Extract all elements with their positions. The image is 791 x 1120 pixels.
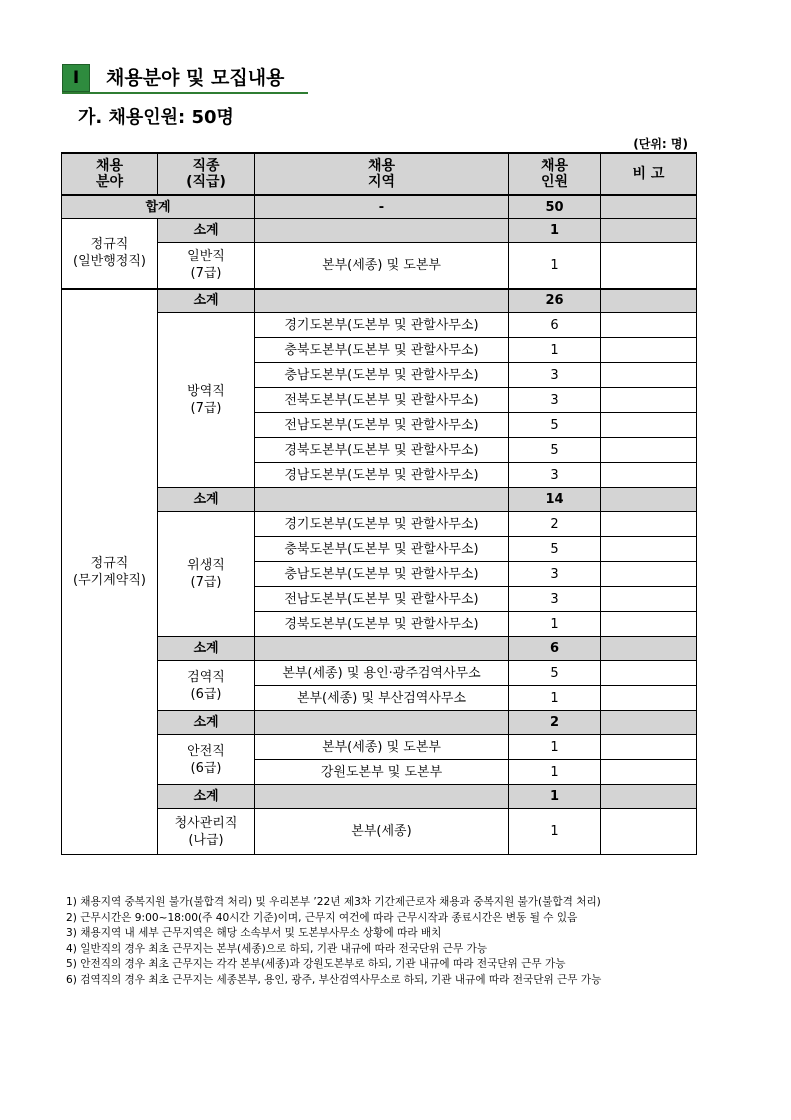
note-cell	[601, 363, 697, 388]
subtotal-note	[601, 785, 697, 809]
count-cell: 1	[509, 338, 601, 363]
count-cell: 1	[509, 735, 601, 760]
footnote-item: 4) 일반직의 경우 최초 근무지는 본부(세종)으로 하되, 기관 내규에 따라 전국단위 근무 가능	[66, 942, 488, 955]
header-count: 채용 인원	[509, 153, 601, 195]
count-cell: 2	[509, 512, 601, 537]
subtotal-note	[601, 637, 697, 661]
region-cell: 충북도본부(도본부 및 관할사무소)	[255, 338, 509, 363]
count-cell: 6	[509, 313, 601, 338]
header-region: 채용 지역	[255, 153, 509, 195]
region-cell: 전북도본부(도본부 및 관할사무소)	[255, 388, 509, 413]
count-cell: 1	[509, 612, 601, 637]
count-cell: 1	[509, 809, 601, 855]
count-cell: 5	[509, 661, 601, 686]
total-label: 합계	[62, 195, 255, 219]
subtotal-row	[62, 289, 697, 313]
count-cell: 1	[509, 686, 601, 711]
note-cell	[601, 760, 697, 785]
table-row	[62, 243, 697, 289]
subtotal-region	[255, 711, 509, 735]
subtotal-count: 26	[509, 289, 601, 313]
region-cell: 충북도본부(도본부 및 관할사무소)	[255, 537, 509, 562]
total-count: 50	[509, 195, 601, 219]
total-region: -	[255, 195, 509, 219]
count-cell: 3	[509, 363, 601, 388]
subtotal-count: 2	[509, 711, 601, 735]
table-row	[62, 512, 697, 537]
field-cell: 정규직 (일반행정직)	[62, 219, 158, 289]
table-row	[62, 313, 697, 338]
job-cell: 청사관리직 (나급)	[158, 809, 255, 855]
header-job: 직종 (직급)	[158, 153, 255, 195]
subtotal-label: 소계	[158, 711, 255, 735]
note-cell	[601, 686, 697, 711]
note-cell	[601, 243, 697, 289]
subtotal-region	[255, 785, 509, 809]
subtotal-note	[601, 488, 697, 512]
job-cell: 안전직 (6급)	[158, 735, 255, 785]
region-cell: 본부(세종) 및 부산검역사무소	[255, 686, 509, 711]
subtotal-label: 소계	[158, 219, 255, 243]
subtotal-note	[601, 289, 697, 313]
count-cell: 5	[509, 413, 601, 438]
note-cell	[601, 388, 697, 413]
region-cell: 경북도본부(도본부 및 관할사무소)	[255, 438, 509, 463]
count-cell: 1	[509, 243, 601, 289]
subtotal-region	[255, 219, 509, 243]
note-cell	[601, 413, 697, 438]
field-cell: 정규직 (무기계약직)	[62, 289, 158, 855]
subtotal-row	[62, 637, 697, 661]
section-heading	[62, 64, 308, 94]
job-cell: 일반직 (7급)	[158, 243, 255, 289]
section-title: 채용분야 및 모집내용	[106, 67, 285, 89]
footnote-item: 6) 검역직의 경우 최초 근무지는 세종본부, 용인, 광주, 부산검역사무소로 하되, 기관 내규에 따라 전국단위 근무 가능	[66, 973, 602, 986]
subsection-title: 가. 채용인원: 50명	[78, 107, 234, 128]
table-body	[62, 195, 697, 855]
count-cell: 3	[509, 587, 601, 612]
footnote-item: 3) 채용지역 내 세부 근무지역은 해당 소속부서 및 도본부사무소 상황에 따라 배치	[66, 927, 442, 939]
footnote-item: 5) 안전직의 경우 최초 근무지는 각각 본부(세종)과 강원도본부로 하되, 기관 내규에 따라 전국단위 근무 가능	[66, 958, 566, 970]
subtotal-note	[601, 711, 697, 735]
subtotal-region	[255, 488, 509, 512]
note-cell	[601, 463, 697, 488]
header-field: 채용 분야	[62, 153, 158, 195]
unit-label: (단위: 명)	[633, 137, 688, 151]
count-cell: 5	[509, 537, 601, 562]
count-cell: 5	[509, 438, 601, 463]
total-row	[62, 195, 697, 219]
footnote-item: 2) 근무시간은 9:00~18:00(주 40시간 기준)이며, 근무지 여건에 따라 근무시작과 종료시간은 변동 될 수 있음	[66, 911, 578, 924]
subtotal-region	[255, 637, 509, 661]
subtotal-count: 1	[509, 785, 601, 809]
job-cell: 방역직 (7급)	[158, 313, 255, 488]
count-cell: 3	[509, 562, 601, 587]
subtotal-label: 소계	[158, 785, 255, 809]
subtotal-row	[62, 711, 697, 735]
note-cell	[601, 537, 697, 562]
note-cell	[601, 809, 697, 855]
region-cell: 경남도본부(도본부 및 관할사무소)	[255, 463, 509, 488]
subtotal-row	[62, 785, 697, 809]
table-row	[62, 661, 697, 686]
job-cell: 검역직 (6급)	[158, 661, 255, 711]
region-cell: 전남도본부(도본부 및 관할사무소)	[255, 587, 509, 612]
count-cell: 3	[509, 388, 601, 413]
region-cell: 본부(세종)	[255, 809, 509, 855]
region-cell: 경기도본부(도본부 및 관할사무소)	[255, 313, 509, 338]
region-cell: 충남도본부(도본부 및 관할사무소)	[255, 363, 509, 388]
note-cell	[601, 612, 697, 637]
subtotal-region	[255, 289, 509, 313]
total-note	[601, 195, 697, 219]
region-cell: 강원도본부 및 도본부	[255, 760, 509, 785]
region-cell: 본부(세종) 및 도본부	[255, 735, 509, 760]
recruitment-table	[61, 152, 697, 855]
subtotal-count: 1	[509, 219, 601, 243]
subtotal-note	[601, 219, 697, 243]
region-cell: 경기도본부(도본부 및 관할사무소)	[255, 512, 509, 537]
subtotal-count: 14	[509, 488, 601, 512]
note-cell	[601, 587, 697, 612]
note-cell	[601, 438, 697, 463]
note-cell	[601, 735, 697, 760]
count-cell: 3	[509, 463, 601, 488]
region-cell: 본부(세종) 및 용인·광주검역사무소	[255, 661, 509, 686]
section-number-box: I	[62, 64, 90, 92]
header-note: 비 고	[601, 153, 697, 195]
note-cell	[601, 313, 697, 338]
count-cell: 1	[509, 760, 601, 785]
note-cell	[601, 512, 697, 537]
note-cell	[601, 338, 697, 363]
table-row	[62, 735, 697, 760]
subtotal-row	[62, 219, 697, 243]
region-cell: 전남도본부(도본부 및 관할사무소)	[255, 413, 509, 438]
subtotal-label: 소계	[158, 637, 255, 661]
note-cell	[601, 661, 697, 686]
footnotes	[66, 895, 746, 988]
job-cell: 위생직 (7급)	[158, 512, 255, 637]
region-cell: 경북도본부(도본부 및 관할사무소)	[255, 612, 509, 637]
footnote-item: 1) 채용지역 중복지원 불가(불합격 처리) 및 우리본부 ’22년 제3차 기간제근로자 채용과 중복지원 불가(불합격 처리)	[66, 896, 601, 908]
subtotal-count: 6	[509, 637, 601, 661]
note-cell	[601, 562, 697, 587]
region-cell: 충남도본부(도본부 및 관할사무소)	[255, 562, 509, 587]
region-cell: 본부(세종) 및 도본부	[255, 243, 509, 289]
subtotal-label: 소계	[158, 488, 255, 512]
subtotal-row	[62, 488, 697, 512]
subtotal-label: 소계	[158, 289, 255, 313]
table-row	[62, 809, 697, 855]
